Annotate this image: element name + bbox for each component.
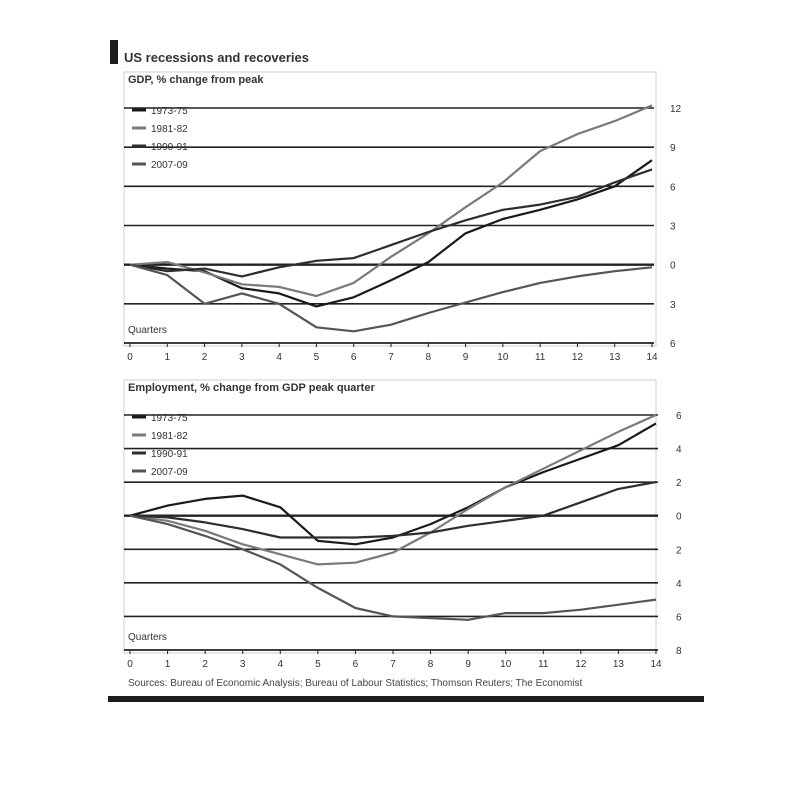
x-tick-label: 5 (313, 352, 320, 363)
y-tick-label: 0 (670, 260, 676, 272)
x-tick-label: 12 (575, 659, 587, 670)
x-tick-label: 9 (465, 659, 471, 670)
x-tick-label: 14 (650, 659, 662, 670)
x-tick-label: 1 (164, 659, 171, 670)
y-tick-label: 9 (670, 143, 676, 155)
x-tick-label: 8 (425, 352, 432, 363)
x-tick-label: 10 (500, 659, 512, 670)
x-tick-label: 0 (127, 659, 133, 670)
y-tick-label: 3 (670, 299, 676, 311)
legend-label: 1973-75 (151, 413, 188, 424)
x-tick-label: 10 (497, 352, 509, 363)
y-tick-label: 6 (670, 182, 676, 194)
x-tick-label: 13 (609, 352, 621, 363)
legend-label: 1981-82 (151, 431, 188, 442)
x-tick-label: 12 (571, 352, 583, 363)
x-tick-label: 6 (352, 659, 359, 670)
y-tick-label: 4 (676, 578, 682, 590)
chart-title: US recessions and recoveries (124, 50, 309, 65)
x-tick-label: 3 (239, 659, 246, 670)
x-tick-label: 7 (388, 352, 394, 363)
y-tick-label: 0 (676, 511, 682, 523)
y-tick-label: 6 (676, 612, 682, 624)
x-tick-label: 9 (462, 352, 469, 363)
y-tick-label: 2 (676, 478, 682, 490)
series-line-1990-91 (130, 169, 652, 276)
x-tick-label: 1 (164, 352, 171, 363)
x-axis-label: Quarters (128, 325, 167, 336)
gdp-panel-title: GDP, % change from peak (128, 74, 264, 86)
series-line-1973-75 (130, 423, 656, 544)
x-tick-label: 11 (538, 659, 549, 670)
bottom-rule (108, 696, 704, 702)
series-line-1981-82 (130, 415, 656, 564)
legend-label: 2007-09 (151, 467, 188, 478)
legend-label: 2007-09 (151, 160, 188, 171)
x-tick-label: 3 (239, 352, 245, 363)
x-tick-label: 5 (315, 659, 321, 670)
x-tick-label: 7 (390, 659, 396, 670)
x-tick-label: 8 (427, 659, 434, 670)
y-tick-label: 8 (676, 646, 682, 657)
y-tick-label: 4 (676, 444, 682, 456)
x-tick-label: 0 (127, 352, 133, 363)
x-tick-label: 13 (612, 659, 624, 670)
x-tick-label: 2 (202, 659, 208, 670)
legend-label: 1973-75 (151, 106, 188, 117)
x-axis-label: Quarters (128, 632, 167, 643)
series-line-1990-91 (130, 482, 656, 537)
y-tick-label: 6 (676, 411, 682, 422)
x-tick-label: 14 (646, 352, 658, 363)
x-tick-label: 6 (350, 352, 357, 363)
y-tick-label: 2 (676, 545, 682, 557)
panel-frame (124, 72, 656, 346)
employment-panel-title: Employment, % change from GDP peak quarter (128, 382, 375, 394)
x-tick-label: 4 (276, 352, 282, 363)
legend-label: 1990-91 (151, 142, 188, 153)
y-tick-label: 6 (670, 339, 676, 350)
legend-label: 1981-82 (151, 124, 188, 135)
x-tick-label: 4 (277, 659, 284, 670)
x-tick-label: 2 (201, 352, 208, 363)
source-note: Sources: Bureau of Economic Analysis; Bureau of Labour Statistics; Thomson Reuters; The Economist (128, 678, 583, 689)
x-tick-label: 11 (534, 352, 546, 363)
legend-label: 1990-91 (151, 449, 188, 460)
y-tick-label: 3 (670, 221, 676, 233)
y-tick-label: 12 (670, 104, 682, 115)
series-line-1973-75 (130, 160, 652, 306)
